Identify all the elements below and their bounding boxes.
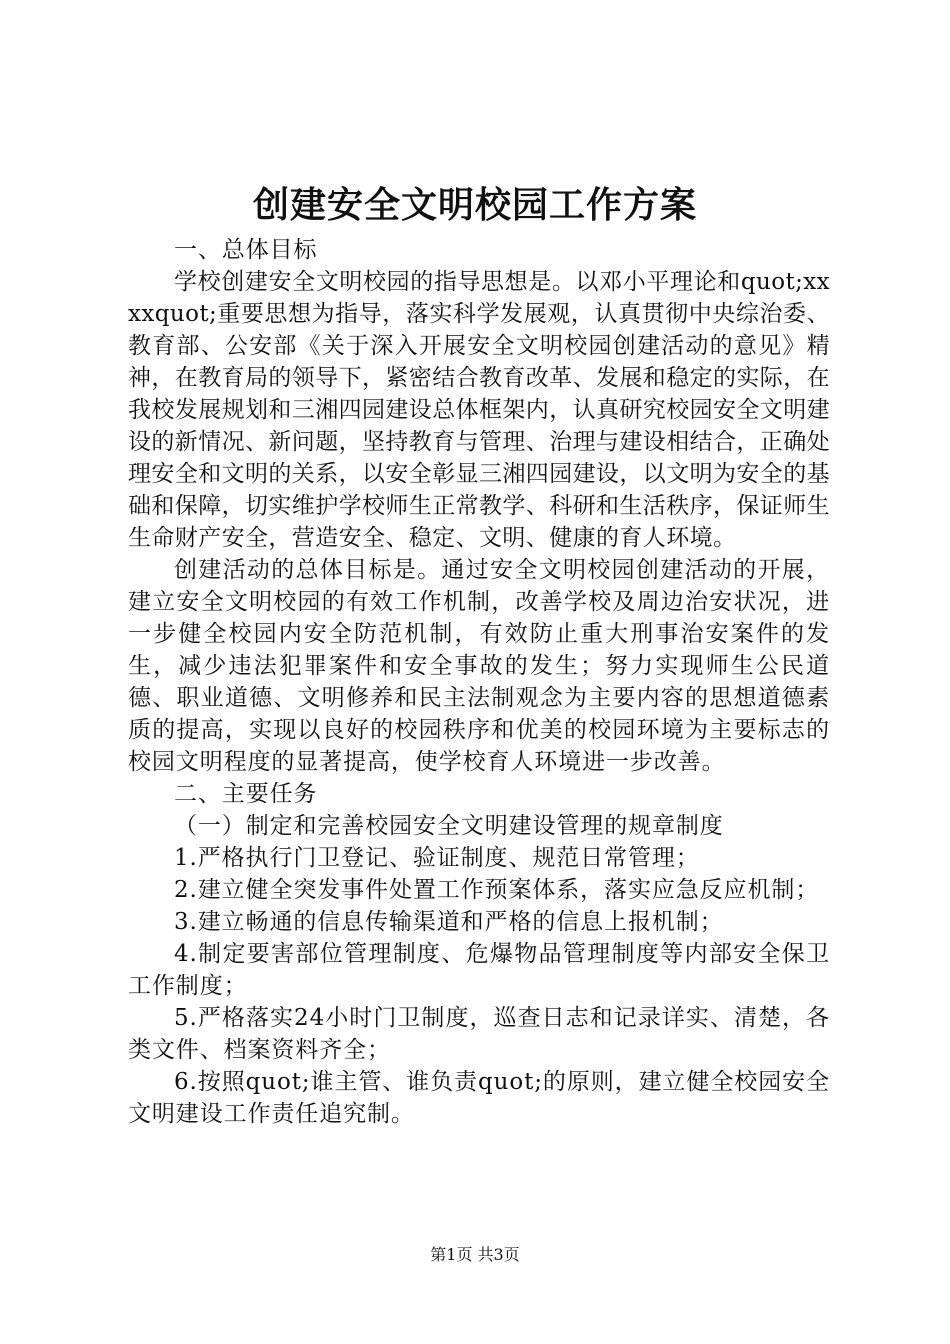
body-paragraph: 学校创建安全文明校园的指导思想是。以邓小平理论和quot;xxxxquot;重要思想为指导，落实科学发展观，认真贯彻中央综治委、教育部、公安部《关于深入开展安全文明校园创建活动的意见》精神，在教育局的领导下，紧密结合教育改革、发展和稳定的实际，在我校发展规划和三湘四园建设总体框架内，认真研究校园安全文明建设的新情况、新问题，坚持教育与管理、治理与建设相结合，正确处理安全和文明的关系，以安全彰显三湘四园建设，以文明为安全的基础和保障，切实维护学校师生正常教学、科研和生活秩序，保证师生生命财产安全，营造安全、稳定、文明、健康的育人环境。 <box>128 269 830 551</box>
subsection-heading: （一）制定和完善校园安全文明建设管理的规章制度 <box>174 813 724 839</box>
list-item: 6.按照quot;谁主管、谁负责quot;的原则，建立健全校园安全文明建设工作责任追究制。 <box>128 1069 830 1127</box>
document-title: 创建安全文明校园工作方案 <box>252 184 697 226</box>
list-item: 2.建立健全突发事件处置工作预案体系，落实应急反应机制； <box>174 877 820 903</box>
page-number: 第1页 共3页 <box>430 1245 520 1264</box>
list-item: 5.严格落实24小时门卫制度，巡查日志和记录详实、清楚，各类文件、档案资料齐全； <box>128 1005 830 1063</box>
section-heading: 一、总体目标 <box>174 237 318 263</box>
document-body <box>128 234 830 1130</box>
list-item: 4.制定要害部位管理制度、危爆物品管理制度等内部安全保卫工作制度； <box>128 941 830 999</box>
list-item: 1.严格执行门卫登记、验证制度、规范日常管理； <box>174 845 700 871</box>
body-paragraph: 创建活动的总体目标是。通过安全文明校园创建活动的开展，建立安全文明校园的有效工作机制，改善学校及周边治安状况，进一步健全校园内安全防范机制，有效防止重大刑事治安案件的发生，减少违法犯罪案件和安全事故的发生；努力实现师生公民道德、职业道德、文明修养和民主法制观念为主要内容的思想道德素质的提高，实现以良好的校园秩序和优美的校园环境为主要标志的校园文明程度的显著提高，使学校育人环境进一步改善。 <box>128 557 830 775</box>
section-heading: 二、主要任务 <box>174 781 318 807</box>
list-item: 3.建立畅通的信息传输渠道和严格的信息上报机制； <box>174 909 724 935</box>
